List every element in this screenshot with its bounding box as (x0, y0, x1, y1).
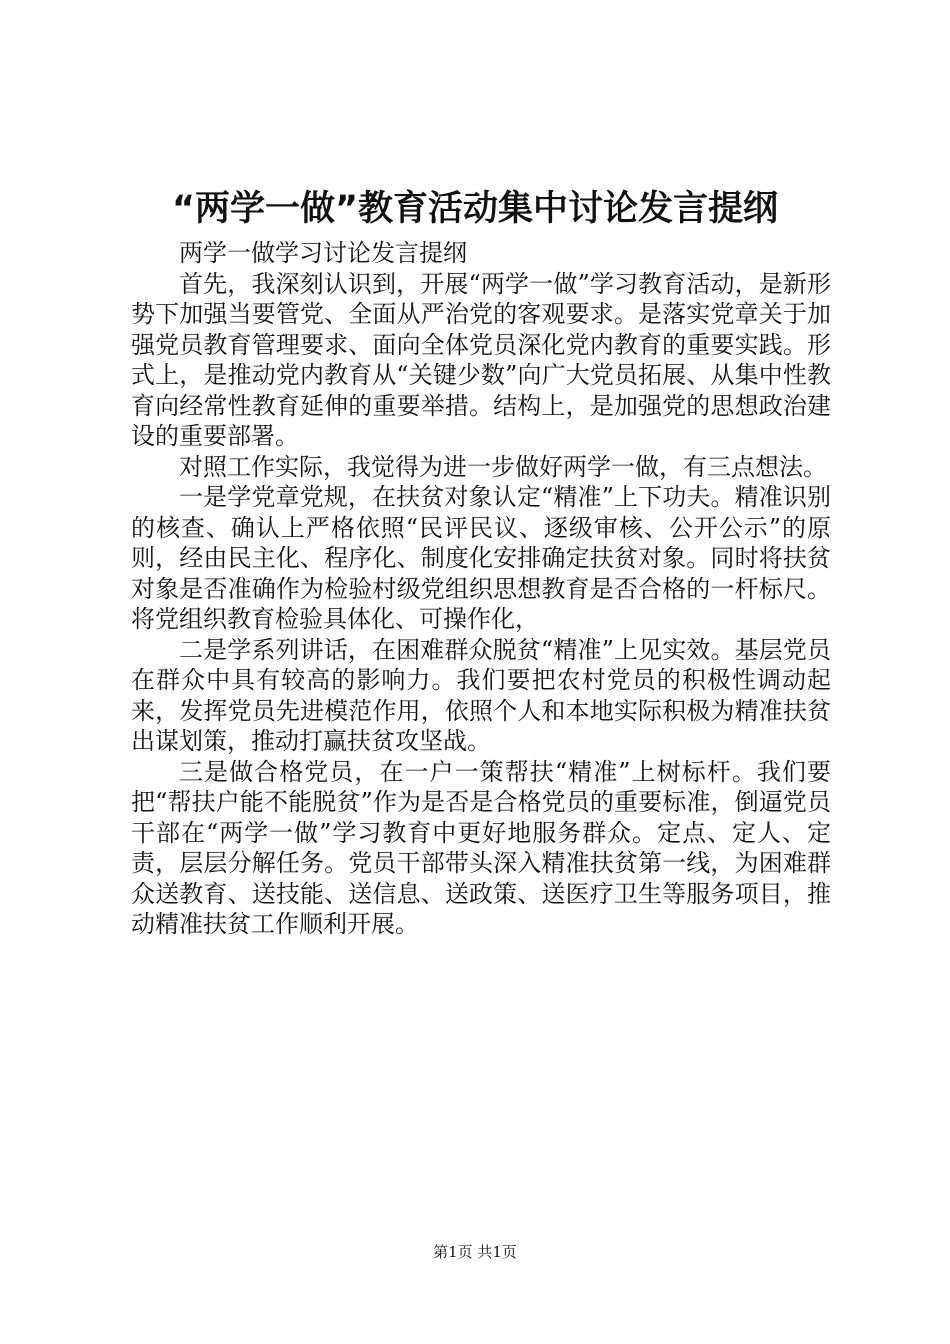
paragraph-point-one: 一是学党章党规，在扶贫对象认定“精准”上下功夫。精准识别的核查、确认上严格依照“民评民议、逐级审核、公开公示”的原则，经由民主化、程序化、制度化安排确定扶贫对象。同时将扶贫对象是否准确作为检验村级党组织思想教育是否合格的一杆标尺。将党组织教育检验具体化、可操作化， (131, 483, 831, 633)
paragraph-intro: 首先，我深刻认识到，开展“两学一做”学习教育活动，是新形势下加强当要管党、全面从严治党的客观要求。是落实党章关于加强党员教育管理要求、面向全体党员深化党内教育的重要实践。形式上，是推动党内教育从“关键少数”向广大党员拓展、从集中性教育向经常性教育延伸的重要举措。结构上，是加强党的思想政治建设的重要部署。 (131, 269, 831, 450)
paragraph-subtitle: 两学一做学习讨论发言提纲 (179, 239, 467, 267)
page-footer: 第1页 共1页 (433, 1243, 517, 1261)
paragraph-point-two: 二是学系列讲话，在困难群众脱贫“精准”上见实效。基层党员在群众中具有较高的影响力。我们要把农村党员的积极性调动起来，发挥党员先进模范作用，依照个人和本地实际积极为精准扶贫出谋划策，推动打赢扶贫攻坚战。 (131, 635, 831, 755)
paragraph-point-three: 三是做合格党员，在一户一策帮扶“精准”上树标杆。我们要把“帮扶户能不能脱贫”作为是否是合格党员的重要标准，倒逼党员干部在“两学一做”学习教育中更好地服务群众。定点、定人、定责，层层分解任务。党员干部带头深入精准扶贫第一线，为困难群众送教育、送技能、送信息、送政策、送医疗卫生等服务项目，推动精准扶贫工作顺利开展。 (131, 757, 831, 938)
paragraph-thoughts: 对照工作实际，我觉得为进一步做好两学一做，有三点想法。 (179, 452, 827, 481)
document-title: “两学一做”教育活动集中讨论发言提纲 (171, 189, 778, 229)
document-body (131, 238, 831, 940)
